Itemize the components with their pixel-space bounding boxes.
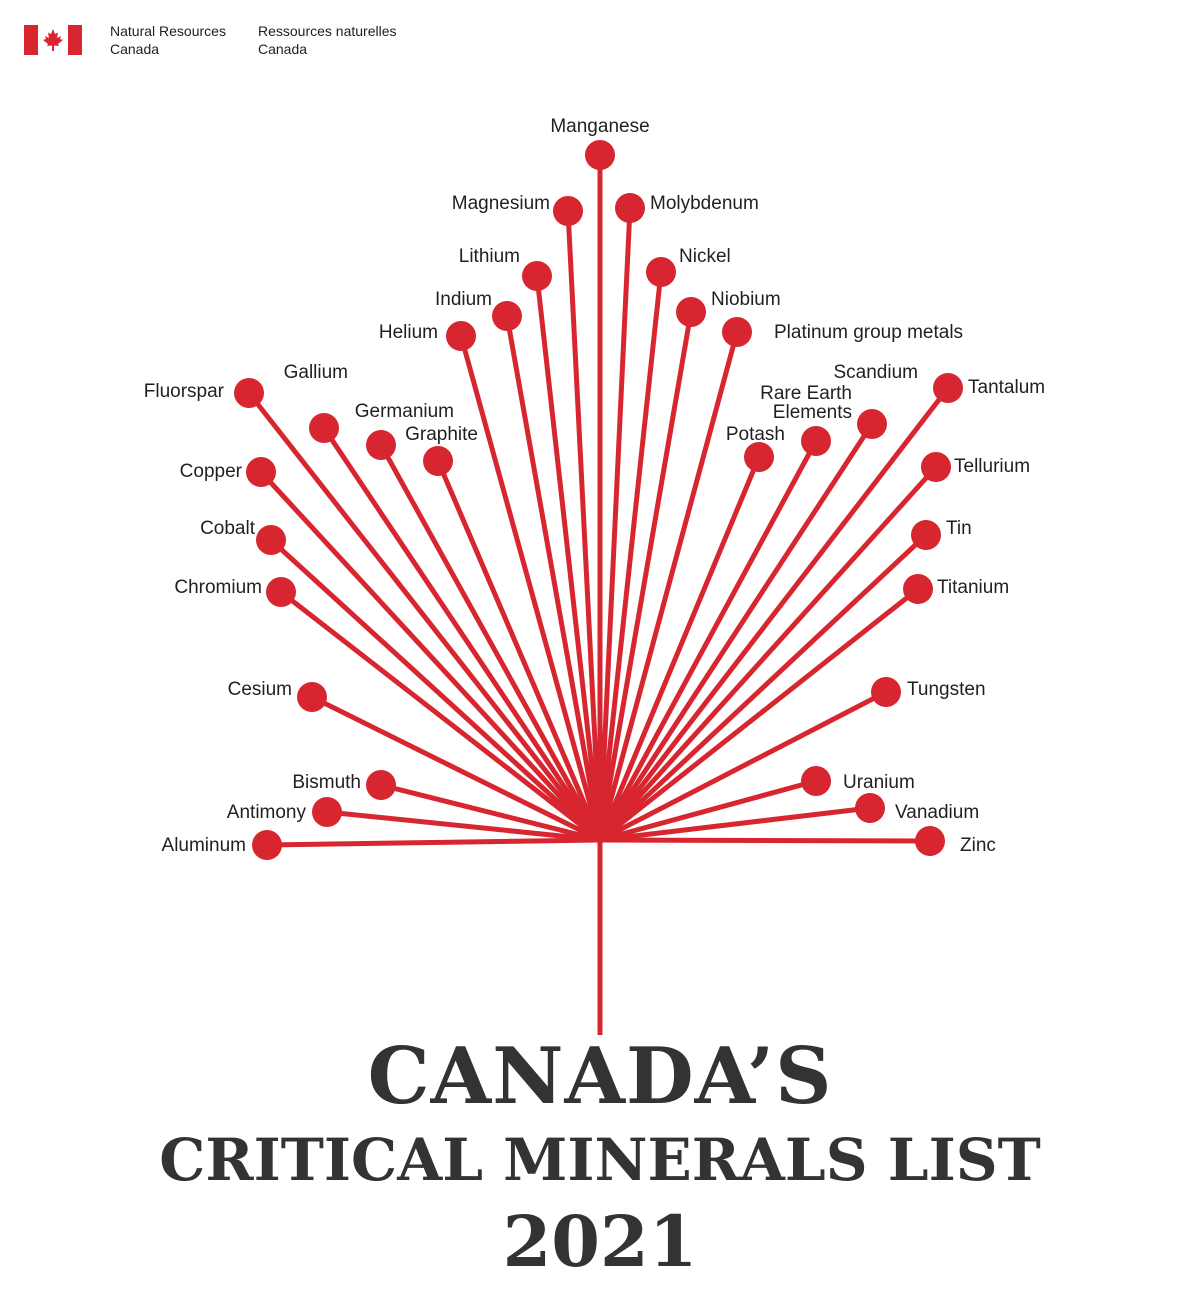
label-bismuth: Bismuth — [292, 772, 361, 793]
dot-rare-earth-elements — [801, 426, 831, 456]
label-cobalt: Cobalt — [200, 518, 255, 539]
label-vanadium: Vanadium — [895, 802, 980, 823]
dot-helium — [446, 321, 476, 351]
label-chromium: Chromium — [174, 577, 262, 598]
dot-uranium — [801, 766, 831, 796]
label-niobium: Niobium — [711, 289, 781, 310]
dot-tantalum — [933, 373, 963, 403]
dot-platinum-group-metals — [722, 317, 752, 347]
label-molybdenum: Molybdenum — [650, 193, 759, 214]
label-fluorspar: Fluorspar — [143, 381, 224, 402]
label-platinum-group-metals: Platinum group metals — [774, 322, 964, 343]
label-tantalum: Tantalum — [968, 377, 1046, 398]
org-name-fr-line1: Ressources naturelles — [258, 23, 397, 39]
dot-cesium — [297, 682, 327, 712]
ray-scandium — [600, 424, 872, 840]
org-name-en-line2: Canada — [110, 41, 160, 57]
label-manganese: Manganese — [550, 116, 650, 137]
dot-gallium — [309, 413, 339, 443]
label-tellurium: Tellurium — [954, 456, 1031, 477]
dot-tungsten — [871, 677, 901, 707]
label-uranium: Uranium — [843, 772, 915, 793]
dot-scandium — [857, 409, 887, 439]
label-antimony: Antimony — [226, 802, 306, 823]
label-potash: Potash — [725, 424, 785, 445]
label-graphite: Graphite — [405, 424, 478, 445]
dot-titanium — [903, 574, 933, 604]
dot-vanadium — [855, 793, 885, 823]
dot-copper — [246, 457, 276, 487]
org-name-en-line1: Natural Resources — [110, 23, 226, 39]
title-line-2: CRITICAL MINERALS LIST — [159, 1126, 1041, 1194]
label-tungsten: Tungsten — [907, 679, 986, 700]
label-rare-earth-elements: Rare Earth Elements — [760, 383, 852, 423]
dot-lithium — [522, 261, 552, 291]
ray-aluminum — [267, 840, 600, 845]
ray-graphite — [438, 461, 600, 840]
ray-vanadium — [600, 808, 870, 840]
label-titanium: Titanium — [937, 577, 1010, 598]
ray-nickel — [600, 272, 661, 840]
ray-zinc — [600, 840, 930, 841]
dot-germanium — [366, 430, 396, 460]
label-indium: Indium — [434, 289, 492, 310]
title-line-3: 2021 — [502, 1200, 698, 1283]
dot-tellurium — [921, 452, 951, 482]
dot-magnesium — [553, 196, 583, 226]
ray-lithium — [537, 276, 600, 840]
ray-antimony — [327, 812, 600, 840]
dot-potash — [744, 442, 774, 472]
label-scandium: Scandium — [833, 362, 918, 383]
dot-manganese — [585, 140, 615, 170]
label-cesium: Cesium — [227, 679, 292, 700]
dot-tin — [911, 520, 941, 550]
dot-fluorspar — [234, 378, 264, 408]
dot-zinc — [915, 826, 945, 856]
label-gallium: Gallium — [283, 362, 348, 383]
org-name-fr-line2: Canada — [258, 41, 308, 57]
title-line-1: CANADA’S — [367, 1031, 833, 1122]
label-tin: Tin — [946, 518, 972, 539]
label-copper: Copper — [179, 461, 242, 482]
dot-nickel — [646, 257, 676, 287]
dot-niobium — [676, 297, 706, 327]
label-magnesium: Magnesium — [451, 193, 550, 214]
dot-antimony — [312, 797, 342, 827]
leaf-rays — [249, 155, 948, 845]
dot-chromium — [266, 577, 296, 607]
ray-potash — [600, 457, 759, 840]
ray-cesium — [312, 697, 600, 840]
label-germanium: Germanium — [354, 401, 454, 422]
label-aluminum: Aluminum — [161, 835, 246, 856]
dot-aluminum — [252, 830, 282, 860]
label-helium: Helium — [378, 322, 438, 343]
dot-bismuth — [366, 770, 396, 800]
dot-graphite — [423, 446, 453, 476]
label-lithium: Lithium — [458, 246, 520, 267]
dot-indium — [492, 301, 522, 331]
dot-molybdenum — [615, 193, 645, 223]
label-nickel: Nickel — [679, 246, 731, 267]
dot-cobalt — [256, 525, 286, 555]
label-zinc: Zinc — [960, 835, 996, 856]
